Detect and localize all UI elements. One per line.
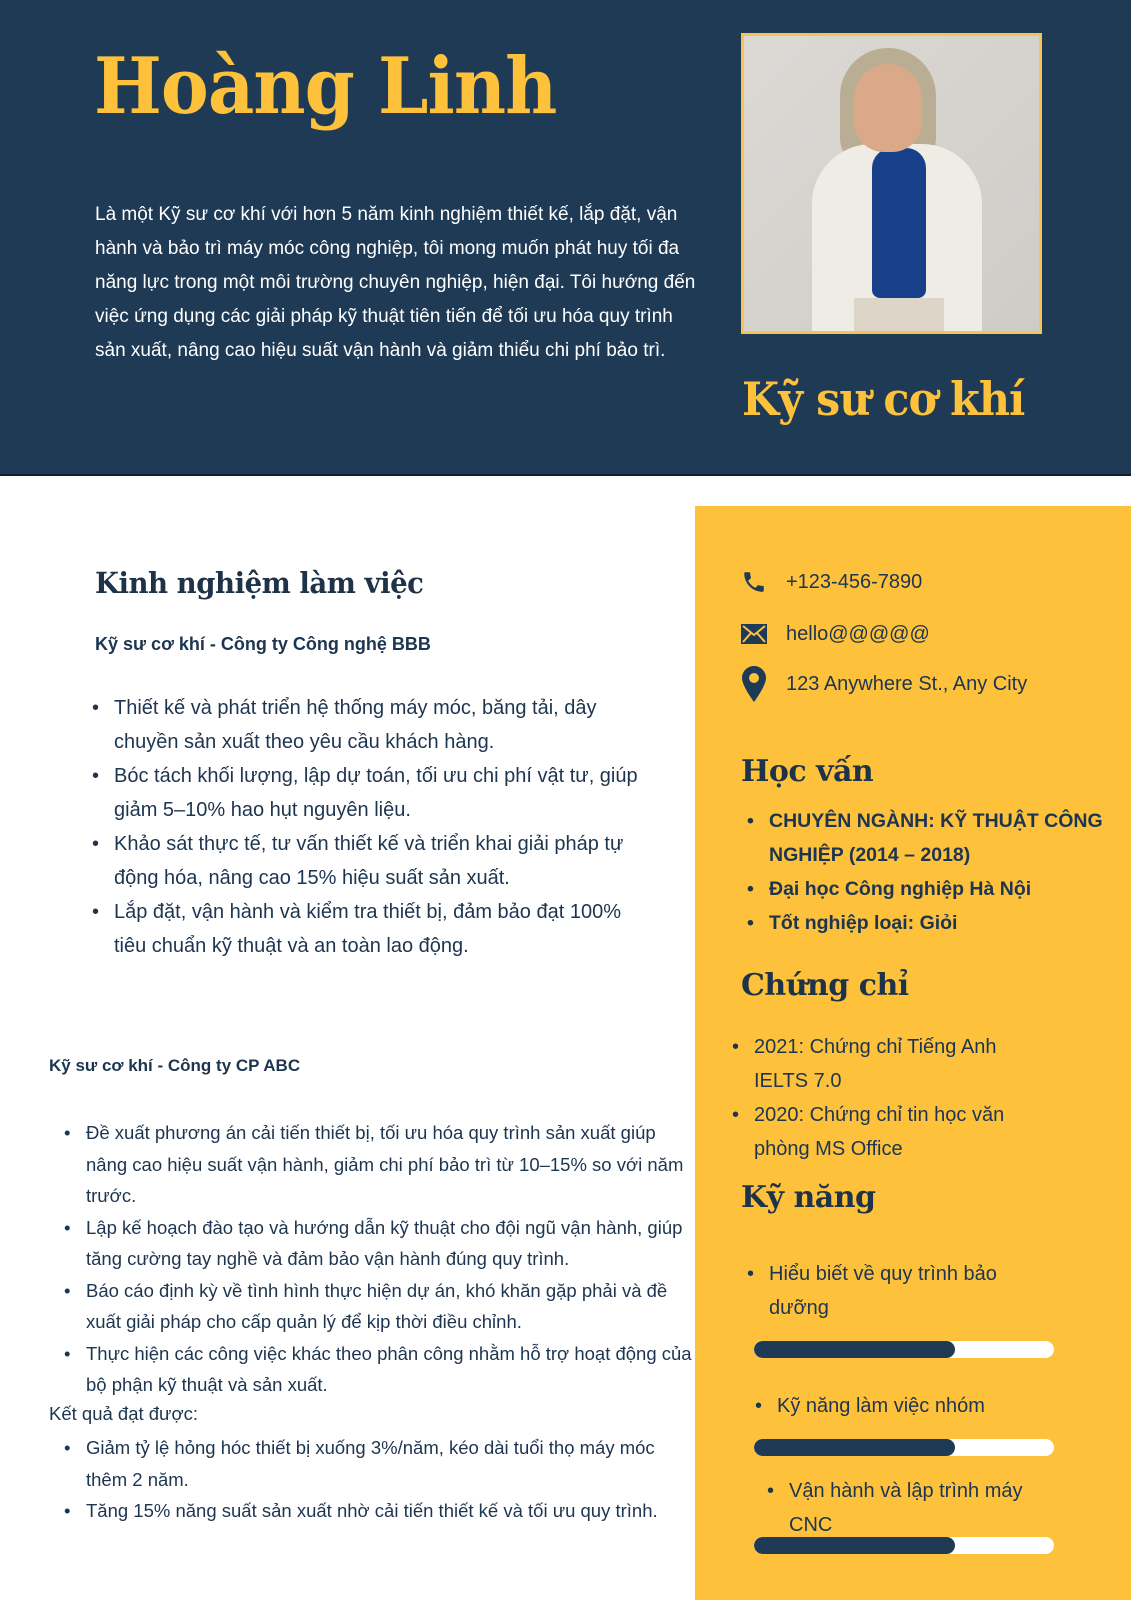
list-item: • Đại học Công nghiệp Hà Nội xyxy=(745,872,1125,906)
list-item: • Tăng 15% năng suất sản xuất nhờ cải tiến thiết kế và tối ưu quy trình. xyxy=(62,1495,692,1527)
list-item: • Lắp đặt, vận hành và kiểm tra thiết bị, đảm bảo đạt 100% tiêu chuẩn kỹ thuật và an toàn lao động. xyxy=(90,895,650,963)
list-item: • Tốt nghiệp loại: Giỏi xyxy=(745,906,1125,940)
skill-bar-1 xyxy=(754,1341,1054,1358)
job-role-2: Kỹ sư cơ khí - Công ty CP ABC xyxy=(49,1056,301,1075)
location-pin-icon xyxy=(740,668,768,700)
list-item: • Giảm tỷ lệ hỏng hóc thiết bị xuống 3%/năm, kéo dài tuổi thọ máy móc thêm 2 năm. xyxy=(62,1432,692,1495)
list-item: • Bóc tách khối lượng, lập dự toán, tối ưu chi phí vật tư, giúp giảm 5–10% hao hụt nguyên liệu. xyxy=(90,759,650,827)
skill-label: • Hiểu biết về quy trình bảo dưỡng xyxy=(745,1257,1045,1325)
skill-bar-fill xyxy=(754,1341,955,1358)
skill-bar-fill xyxy=(754,1537,955,1554)
skill-label: • Kỹ năng làm việc nhóm xyxy=(753,1389,1053,1423)
certificates-list xyxy=(730,1030,1040,1166)
profile-summary: Là một Kỹ sư cơ khí với hơn 5 năm kinh nghiệm thiết kế, lắp đặt, vận hành và bảo trì máy móc công nghiệp, tôi mong muốn phát huy tối đa năng lực trong một môi trường chuyên nghiệp, hiện đại. Tôi hướng đến việc ứng dụng các giải pháp kỹ thuật tiên tiến để tối ưu hóa quy trình sản xuất, nâng cao hiệu suất vận hành và giảm thiểu chi phí bảo trì. xyxy=(95,204,696,361)
skill-item-1 xyxy=(745,1257,1045,1325)
list-item: • Khảo sát thực tế, tư vấn thiết kế và triển khai giải pháp tự động hóa, nâng cao 15% hiệu suất sản xuất. xyxy=(90,827,650,895)
address-text: 123 Anywhere St., Any City xyxy=(786,672,1028,695)
contact-email xyxy=(740,618,930,650)
photo-face xyxy=(854,64,922,152)
skill-label: • Vận hành và lập trình máy CNC xyxy=(765,1474,1055,1542)
candidate-name: Hoàng Linh xyxy=(94,41,557,132)
header-banner xyxy=(0,0,1131,476)
job-2-results xyxy=(62,1432,692,1527)
email-address[interactable]: hello@@@@@ xyxy=(786,622,930,645)
photo-pants xyxy=(854,298,944,334)
list-item: • 2021: Chứng chỉ Tiếng Anh IELTS 7.0 xyxy=(730,1030,1040,1098)
contact-address xyxy=(740,668,1027,700)
list-item: • Báo cáo định kỳ về tình hình thực hiện dự án, khó khăn gặp phải và đề xuất giải pháp cho cấp quản lý để kịp thời điều chỉnh. xyxy=(62,1275,692,1338)
list-item: • Lập kế hoạch đào tạo và hướng dẫn kỹ thuật cho đội ngũ vận hành, giúp tăng cường tay nghề và đảm bảo vận hành đúng quy trình. xyxy=(62,1212,692,1275)
job-2-bullets xyxy=(62,1117,692,1401)
phone-icon xyxy=(740,566,768,598)
job-role-1: Kỹ sư cơ khí - Công ty Công nghệ BBB xyxy=(95,634,431,654)
contact-phone xyxy=(740,566,922,598)
list-item: • Thực hiện các công việc khác theo phân công nhằm hỗ trợ hoạt động của bộ phận kỹ thuật và sản xuất. xyxy=(62,1338,692,1401)
education-heading: Học vấn xyxy=(741,754,874,789)
education-list xyxy=(745,804,1125,940)
certificates-heading: Chứng chỉ xyxy=(741,968,909,1003)
list-item: • Thiết kế và phát triển hệ thống máy móc, băng tải, dây chuyền sản xuất theo yêu cầu khách hàng. xyxy=(90,691,650,759)
list-item: • Đề xuất phương án cải tiến thiết bị, tối ưu hóa quy trình sản xuất giúp nâng cao hiệu suất vận hành, giảm chi phí bảo trì từ 10–15% so với năm trước. xyxy=(62,1117,692,1212)
job-1-bullets xyxy=(90,691,650,963)
skill-bar-3 xyxy=(754,1537,1054,1554)
mail-icon xyxy=(740,618,768,650)
skills-heading: Kỹ năng xyxy=(741,1180,876,1215)
skill-bar-2 xyxy=(754,1439,1054,1456)
phone-number[interactable]: +123-456-7890 xyxy=(786,570,923,593)
list-item: • 2020: Chứng chỉ tin học văn phòng MS Office xyxy=(730,1098,1040,1166)
job-title: Kỹ sư cơ khí xyxy=(742,372,1025,426)
experience-heading: Kinh nghiệm làm việc xyxy=(95,566,424,600)
results-label: Kết quả đạt được: xyxy=(49,1403,198,1424)
photo-shirt xyxy=(872,148,926,298)
list-item: • CHUYÊN NGÀNH: KỸ THUẬT CÔNG NGHIỆP (2014 – 2018) xyxy=(745,804,1125,872)
skill-item-2 xyxy=(753,1389,1053,1423)
skill-bar-fill xyxy=(754,1439,955,1456)
profile-photo xyxy=(741,33,1042,334)
skill-item-3 xyxy=(765,1474,1055,1542)
